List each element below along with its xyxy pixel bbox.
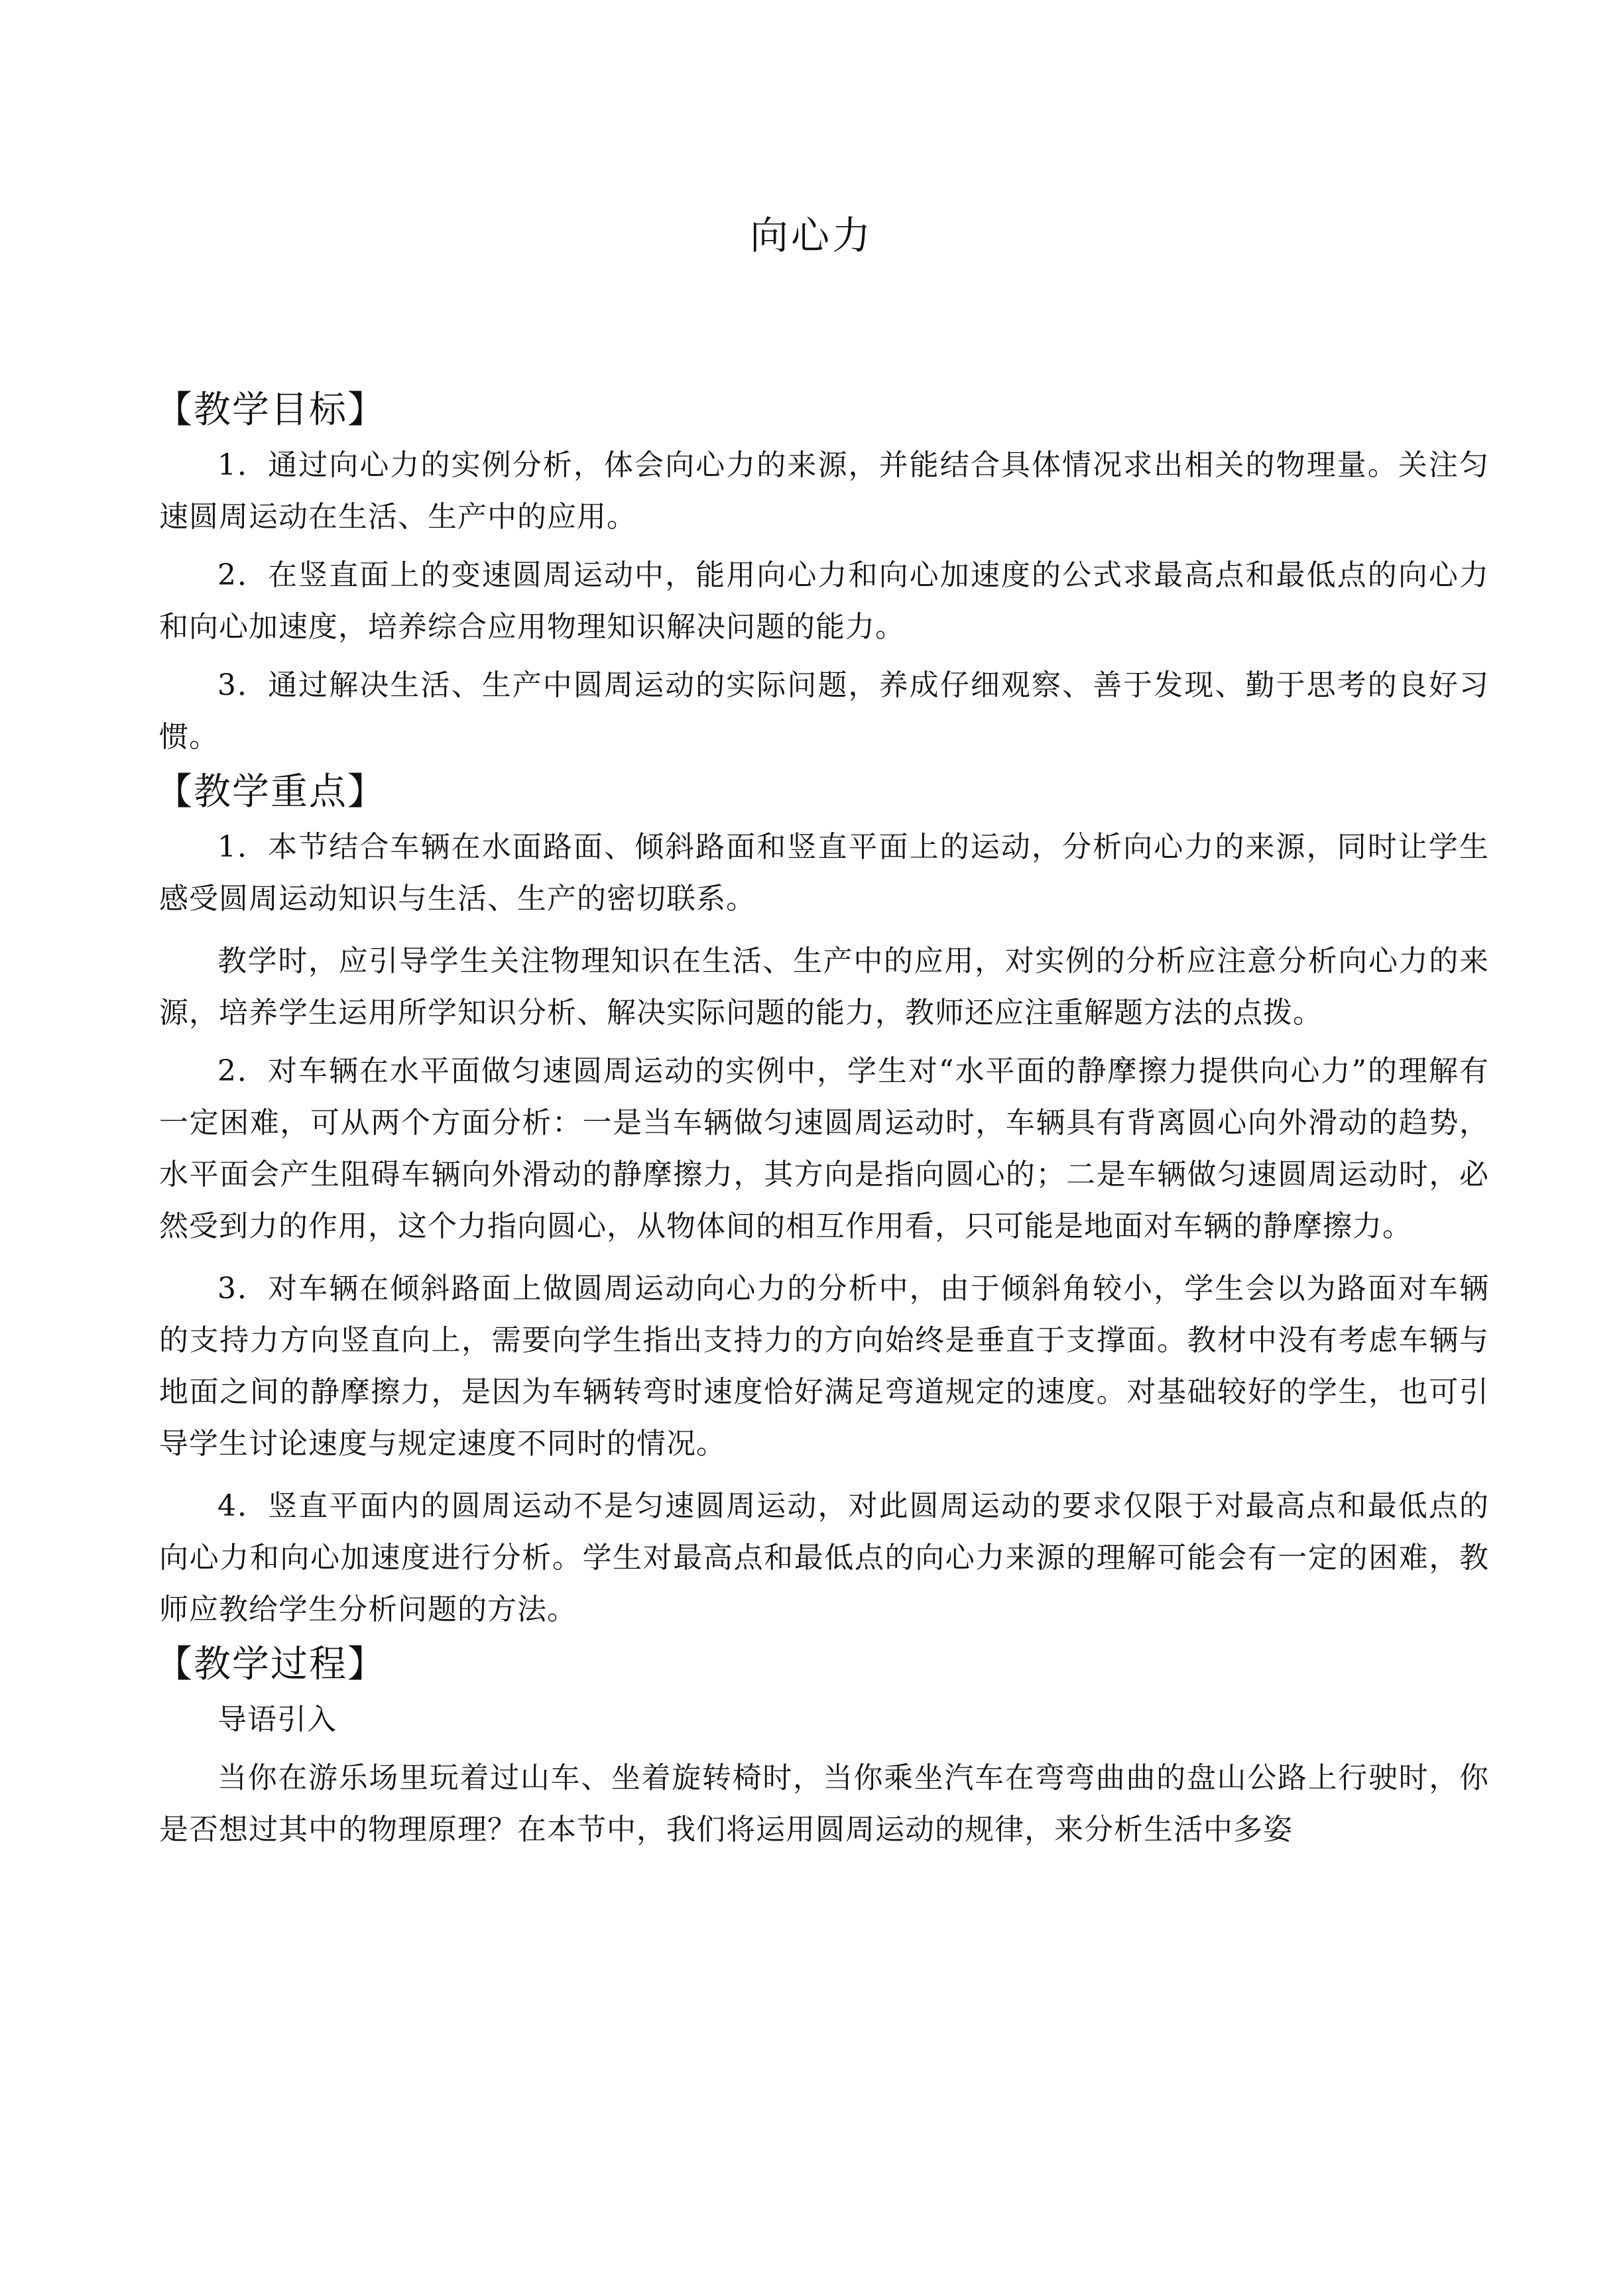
section-keypoints [155,763,1489,1636]
keypoint-item-2: 2．对车辆在水平面做匀速圆周运动的实例中，学生对“水平面的静摩擦力提供向心力”的理解有一定困难，可从两个方面分析：一是当车辆做匀速圆周运动时，车辆具有背离圆心向外滑动的趋势，水平面会产生阻碍车辆向外滑动的静摩擦力，其方向是指向圆心的；二是车辆做匀速圆周运动时，必然受到力的作用，这个力指向圆心，从物体间的相互作用看，只可能是地面对车辆的静摩擦力。 [159,1054,1489,1243]
document-body [155,381,1489,1856]
keypoint-item-3: 3．对车辆在倾斜路面上做圆周运动向心力的分析中，由于倾斜角较小，学生会以为路面对车辆的支持力方向竖直向上，需要向学生指出支持力的方向始终是垂直于支撑面。教材中没有考虑车辆与地面之间的静摩擦力，是因为车辆转弯时速度恰好满足弯道规定的速度。对基础较好的学生，也可引导学生讨论速度与规定速度不同时的情况。 [159,1272,1489,1461]
keypoint-item-1: 1．本节结合车辆在水面路面、倾斜路面和竖直平面上的运动，分析向心力的来源，同时让学生感受圆周运动知识与生活、生产的密切联系。 [159,830,1489,916]
section-heading-objectives: 【教学目标】 [155,389,386,432]
section-heading-process: 【教学过程】 [155,1643,386,1686]
process-intro: 当你在游乐场里玩着过山车、坐着旋转椅时，当你乘坐汽车在弯弯曲曲的盘山公路上行驶时，你是否想过其中的物理原理？在本节中，我们将运用圆周运动的规律，来分析生活中多姿 [159,1761,1489,1846]
section-heading-keypoints: 【教学重点】 [155,770,386,814]
page-title: 向心力 [749,213,873,258]
keypoint-item-1-note: 教学时，应引导学生关注物理知识在生活、生产中的应用，对实例的分析应注意分析向心力的来源，培养学生运用所学知识分析、解决实际问题的能力，教师还应注重解题方法的点拨。 [159,944,1489,1030]
section-objectives [155,381,1489,763]
objective-item-3: 3．通过解决生活、生产中圆周运动的实际问题，养成仔细观察、善于发现、勤于思考的良好习惯。 [159,668,1489,754]
section-process [155,1636,1489,1856]
objective-item-2: 2．在竖直面上的变速圆周运动中，能用向心力和向心加速度的公式求最高点和最低点的向心力和向心加速度，培养综合应用物理知识解决问题的能力。 [159,558,1489,644]
objective-item-1: 1．通过向心力的实例分析，体会向心力的来源，并能结合具体情况求出相关的物理量。关注匀速圆周运动在生活、生产中的应用。 [159,448,1489,534]
process-subheading: 导语引入 [217,1703,337,1736]
keypoint-item-4: 4．竖直平面内的圆周运动不是匀速圆周运动，对此圆周运动的要求仅限于对最高点和最低点的向心力和向心加速度进行分析。学生对最高点和最低点的向心力来源的理解可能会有一定的困难，教师应教给学生分析问题的方法。 [159,1489,1489,1626]
